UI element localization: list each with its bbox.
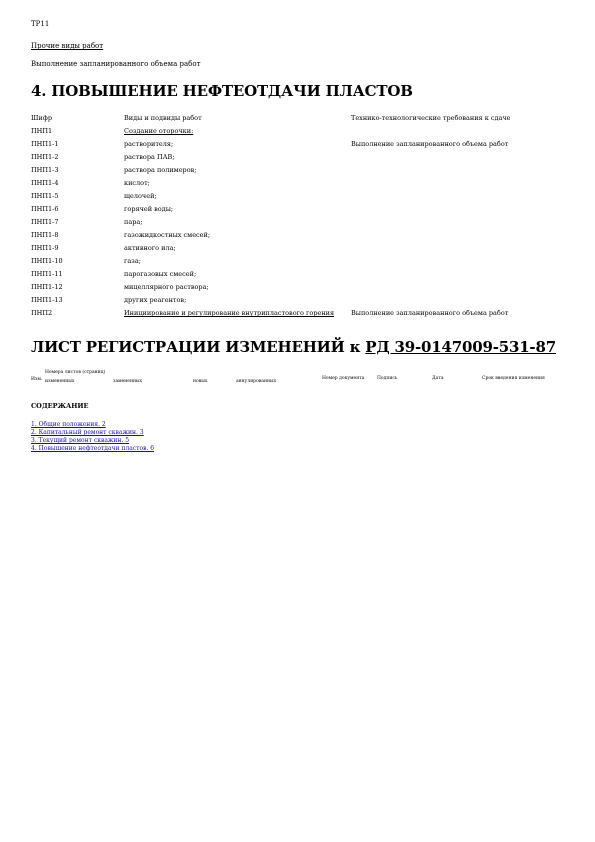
row-requirement: Выполнение запланированного объема работ bbox=[351, 309, 509, 317]
section-4-title: 4. ПОВЫШЕНИЕ НЕФТЕОТДАЧИ ПЛАСТОВ bbox=[31, 82, 413, 100]
row-code: ПНП1-2 bbox=[31, 153, 59, 161]
table-row bbox=[31, 231, 566, 243]
table-row bbox=[31, 127, 566, 139]
toc-link-oil-recovery[interactable]: 4. Повышение нефтеотдачи пластов. 6 bbox=[31, 445, 155, 452]
registration-title-text: ЛИСТ РЕГИСТРАЦИИ ИЗМЕНЕНИЙ к bbox=[31, 338, 366, 356]
table-row bbox=[31, 244, 566, 256]
col-changed: измененных bbox=[45, 379, 75, 384]
table-row bbox=[31, 218, 566, 230]
col-replaced: замененных bbox=[113, 379, 143, 384]
column-header-requirements: Технико-технологические требования к сдаче bbox=[351, 114, 511, 122]
other-works-link[interactable]: Прочие виды работ bbox=[31, 42, 104, 50]
row-work: растворителя; bbox=[124, 140, 174, 148]
row-work: газа; bbox=[124, 257, 141, 265]
row-work-link[interactable]: Создание оторочки: bbox=[124, 127, 194, 135]
row-work: пара; bbox=[124, 218, 143, 226]
completion-note: Выполнение запланированного объема работ bbox=[31, 60, 201, 68]
row-code: ПНП1-5 bbox=[31, 192, 59, 200]
row-code: ПНП1-1 bbox=[31, 140, 59, 148]
row-work: других реагентов; bbox=[124, 296, 187, 304]
table-row bbox=[31, 270, 566, 282]
row-code: ПНП1-12 bbox=[31, 283, 63, 291]
col-term: Срок введения изменения bbox=[482, 376, 545, 381]
registration-table-header bbox=[31, 370, 566, 386]
col-signature: Подпись bbox=[377, 376, 398, 381]
col-date: Дата bbox=[432, 376, 444, 381]
toc-link-current-repair[interactable]: 3. Текущий ремонт скважин. 5 bbox=[31, 437, 130, 444]
registration-title bbox=[31, 338, 556, 356]
table-row bbox=[31, 179, 566, 191]
row-work: активного ила; bbox=[124, 244, 176, 252]
table-row bbox=[31, 192, 566, 204]
table-row bbox=[31, 296, 566, 308]
row-work: раствора ПАВ; bbox=[124, 153, 175, 161]
row-code: ПНП1-13 bbox=[31, 296, 63, 304]
row-work: мицеллярного раствора; bbox=[124, 283, 209, 291]
column-header-works: Виды и подвиды работ bbox=[124, 114, 202, 122]
col-pages-header: Номера листов (страниц) bbox=[45, 370, 106, 375]
row-code: ПНП1-4 bbox=[31, 179, 59, 187]
row-work: кислот; bbox=[124, 179, 150, 187]
row-code: ПНП1-9 bbox=[31, 244, 59, 252]
row-work-link[interactable]: Инициирование и регулирование внутрипластового горения bbox=[124, 309, 335, 317]
toc-link-general[interactable]: 1. Общие положения. 2 bbox=[31, 421, 106, 428]
row-code: ПНП1-6 bbox=[31, 205, 59, 213]
row-code: ПНП1-11 bbox=[31, 270, 63, 278]
table-row bbox=[31, 257, 566, 269]
contents-title: СОДЕРЖАНИЕ bbox=[31, 402, 89, 410]
row-code: ПНП1-7 bbox=[31, 218, 59, 226]
contents-list bbox=[31, 421, 154, 453]
col-new: новых bbox=[193, 379, 208, 384]
row-code: ПНП1-8 bbox=[31, 231, 59, 239]
document-code: ТР11 bbox=[31, 20, 50, 28]
table-row bbox=[31, 166, 566, 178]
table-row bbox=[31, 140, 566, 152]
row-work: горячей воды; bbox=[124, 205, 174, 213]
column-header-code: Шифр bbox=[31, 114, 52, 122]
row-code: ПНП1-3 bbox=[31, 166, 59, 174]
row-work: газожидкостных смесей; bbox=[124, 231, 211, 239]
row-code: ПНП2 bbox=[31, 309, 53, 317]
col-annulled: аннулированных bbox=[236, 379, 277, 384]
col-doc-no: Номер документа bbox=[322, 376, 365, 381]
table-row bbox=[31, 283, 566, 295]
row-requirement: Выполнение запланированного объема работ bbox=[351, 140, 509, 148]
table-header bbox=[31, 114, 566, 126]
toc-link-capital-repair[interactable]: 2. Капитальный ремонт скважин. 3 bbox=[31, 429, 144, 436]
table-row bbox=[31, 309, 566, 329]
col-izm: Изм. bbox=[31, 377, 43, 382]
table-row bbox=[31, 153, 566, 165]
document-number-link[interactable]: РД 39-0147009-531-87 bbox=[365, 338, 556, 356]
table-row bbox=[31, 205, 566, 217]
row-code: ПНП1-10 bbox=[31, 257, 63, 265]
row-work: щелочей; bbox=[124, 192, 157, 200]
row-work: раствора полимеров; bbox=[124, 166, 197, 174]
row-code: ПНП1 bbox=[31, 127, 53, 135]
row-work: парогазовых смесей; bbox=[124, 270, 197, 278]
